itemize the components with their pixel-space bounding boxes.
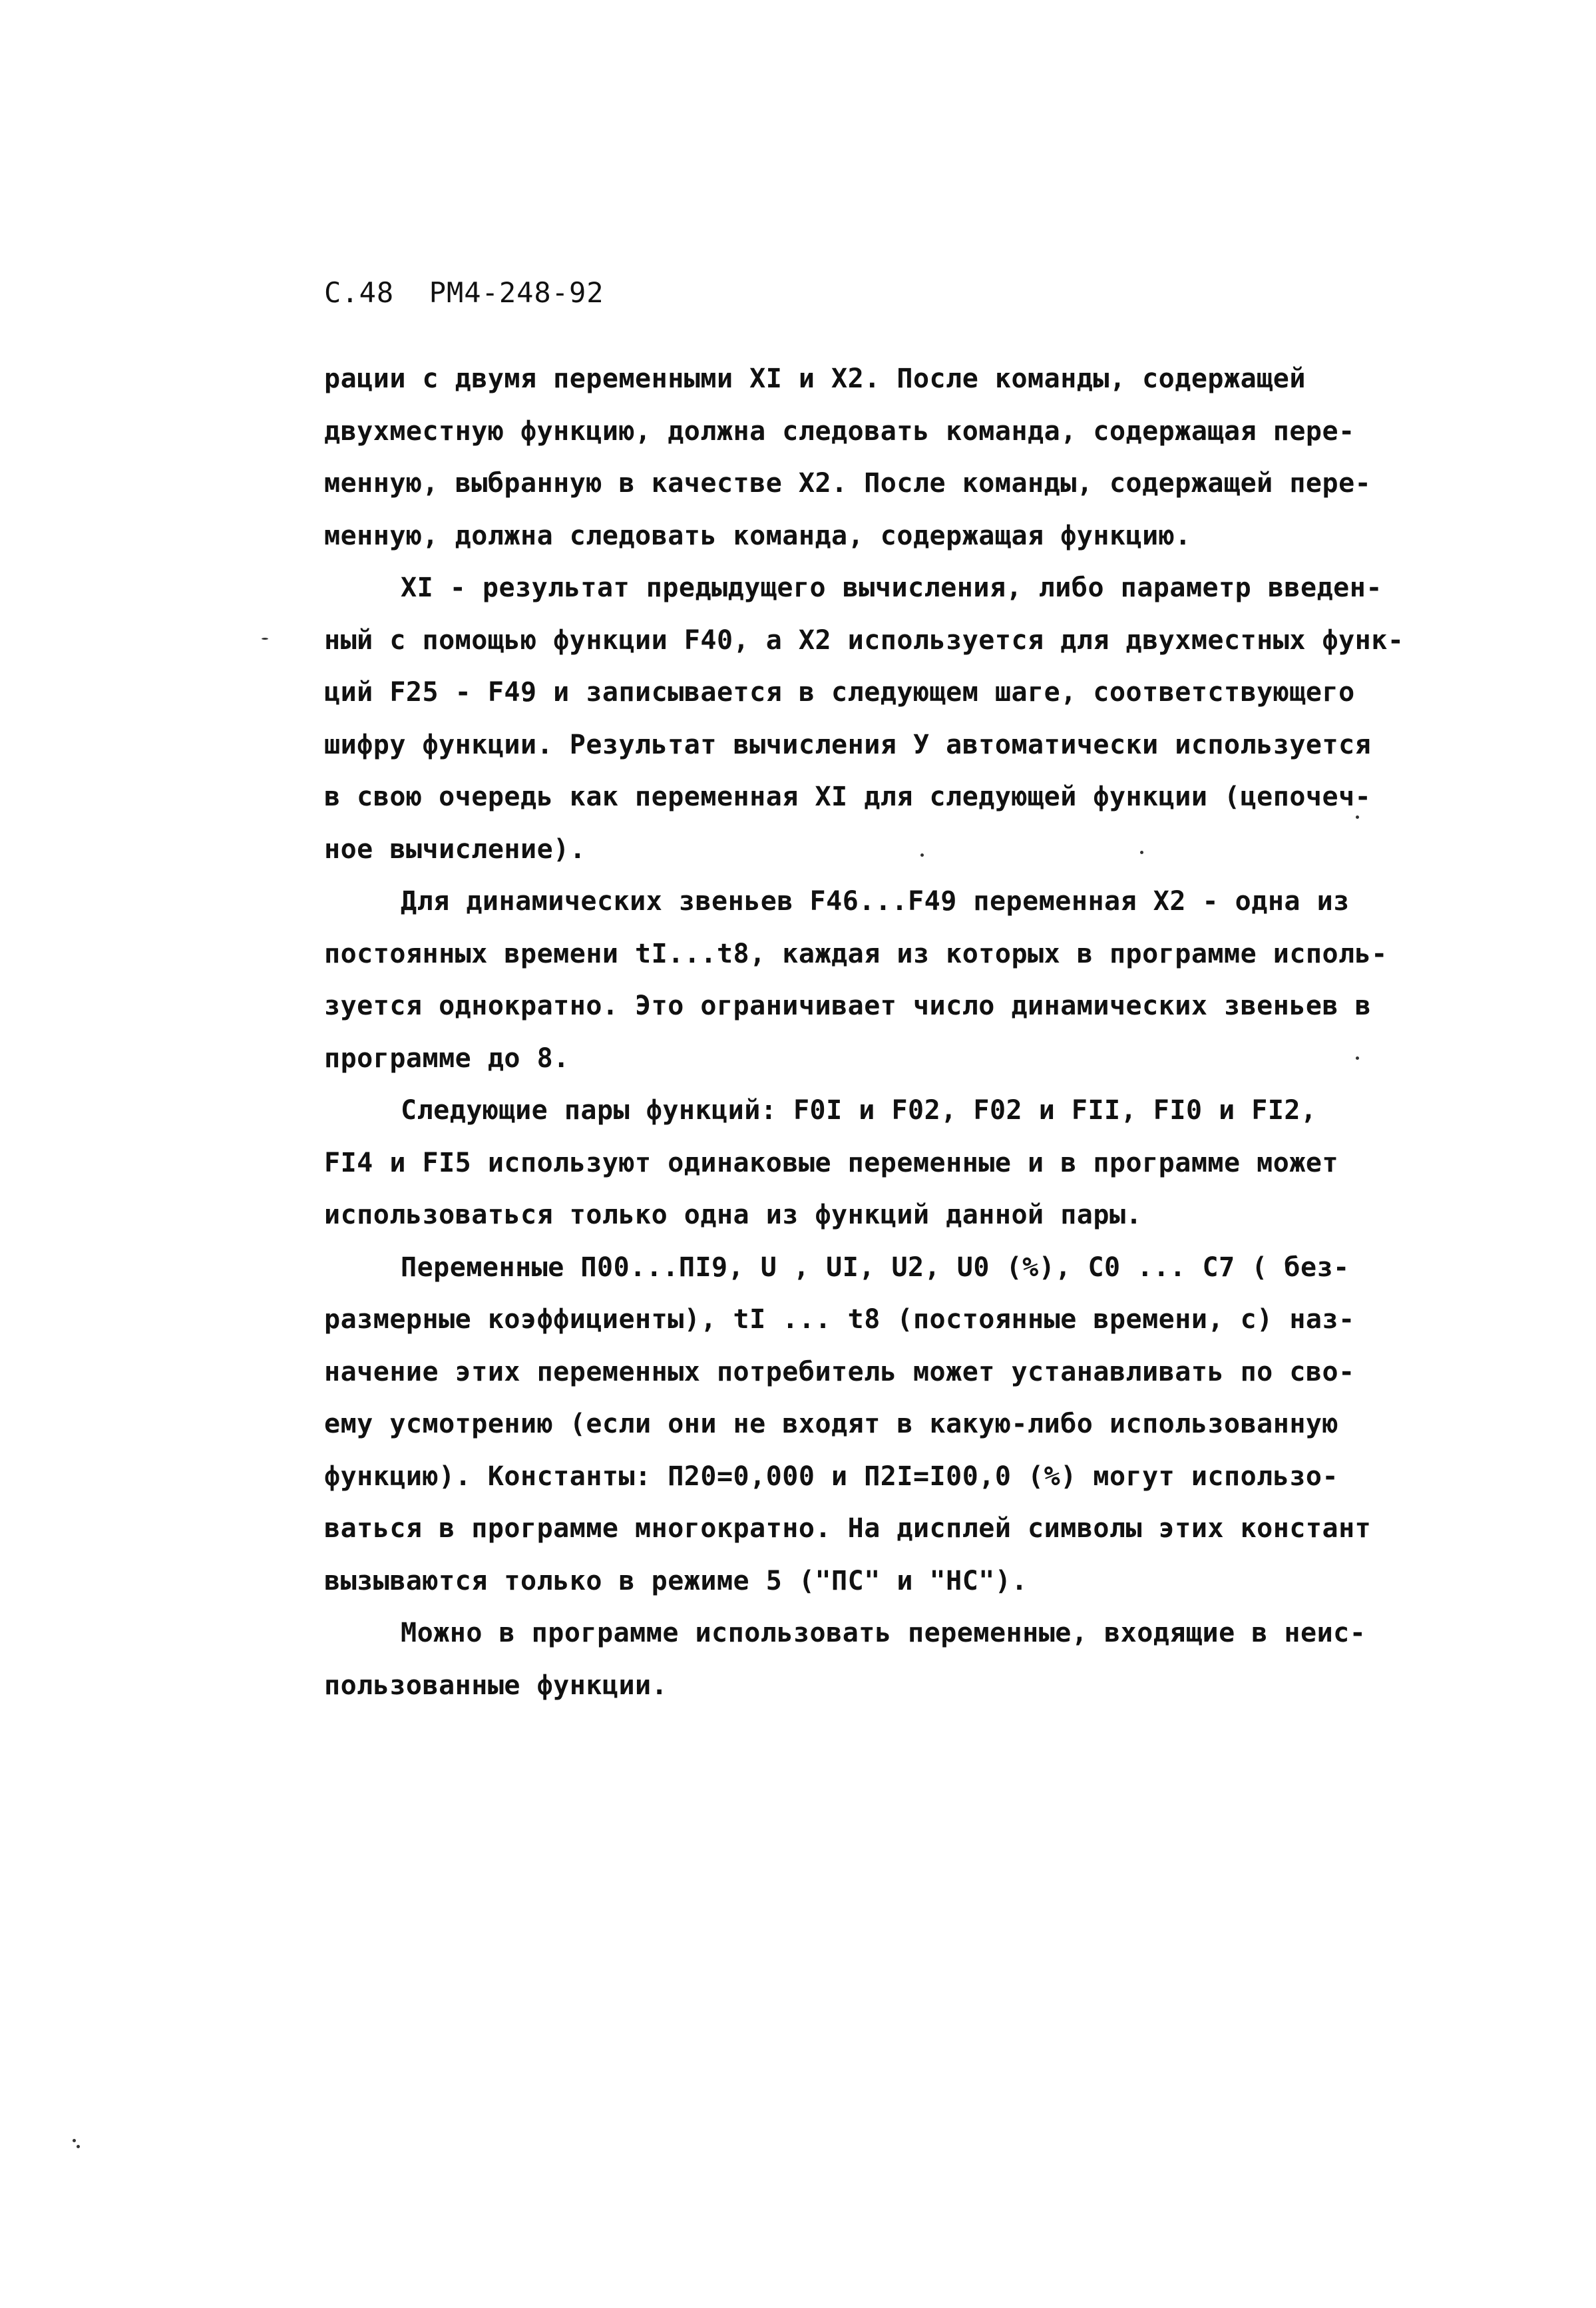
text-line: менную, выбранную в качестве X2. После команды, содержащей пере- xyxy=(324,468,1372,499)
body-text xyxy=(324,353,1404,1712)
text-line: двухместную функцию, должна следовать команда, содержащая пере- xyxy=(324,415,1355,447)
scan-speck xyxy=(73,2139,76,2142)
text-line: размерные коэффициенты), tI ... t8 (постоянные времени, с) наз- xyxy=(324,1304,1355,1335)
text-line: Для динамических звеньев F46...F49 переменная X2 - одна из xyxy=(401,886,1350,917)
text-line: XI - результат предыдущего вычисления, либо параметр введен- xyxy=(401,573,1382,603)
text-line: ваться в программе многократно. На дисплей символы этих констант xyxy=(324,1513,1372,1544)
text-line: в свою очередь как переменная XI для следующей функции (цепочеч- xyxy=(324,782,1372,812)
text-line: шифру функции. Результат вычисления У автоматически используется xyxy=(324,729,1372,760)
scan-speck xyxy=(77,2145,80,2148)
scan-speck xyxy=(262,638,268,640)
text-line: ный с помощью функции F40, а X2 используется для двухместных функ- xyxy=(324,624,1404,656)
text-line: функцию). Константы: П20=0,000 и П2I=I00,0 (%) могут использо- xyxy=(324,1461,1339,1492)
text-line: вызываются только в режиме 5 ("ПС" и "НС"). xyxy=(324,1565,1028,1596)
text-line: постоянных времени tI...t8, каждая из которых в программе исполь- xyxy=(324,938,1388,969)
text-line: Переменные П00...ПI9, U , UI, U2, U0 (%), C0 ... C7 ( без- xyxy=(401,1252,1350,1283)
text-line: ций F25 - F49 и записывается в следующем шаге, соответствующего xyxy=(324,677,1355,708)
text-line: начение этих переменных потребитель может устанавливать по сво- xyxy=(324,1356,1355,1387)
text-line: рации с двумя переменными XI и X2. После команды, содержащей xyxy=(324,363,1306,394)
text-line: зуется однократно. Это ограничивает число динамических звеньев в xyxy=(324,991,1372,1021)
text-line: пользованные функции. xyxy=(324,1670,668,1701)
scan-speck xyxy=(1356,815,1359,819)
text-line: менную, должна следовать команда, содержащая функцию. xyxy=(324,520,1191,551)
scan-speck xyxy=(920,853,924,857)
scan-speck xyxy=(1356,1056,1359,1060)
text-line: FI4 и FI5 используют одинаковые переменные и в программе может xyxy=(324,1147,1339,1178)
text-line: Следующие пары функций: F0I и F02, F02 и FII, FI0 и FI2, xyxy=(401,1095,1317,1126)
text-line: ное вычисление). xyxy=(324,833,586,865)
text-line: ему усмотрению (если они не входят в какую-либо использованную xyxy=(324,1409,1339,1439)
scan-speck xyxy=(1140,851,1143,854)
text-line: программе до 8. xyxy=(324,1042,570,1074)
text-line: использоваться только одна из функций данной пары. xyxy=(324,1200,1143,1230)
text-line: Можно в программе использовать переменные, входящие в неис- xyxy=(401,1618,1366,1648)
page-header: С.48 РМ4-248-92 xyxy=(324,276,604,309)
